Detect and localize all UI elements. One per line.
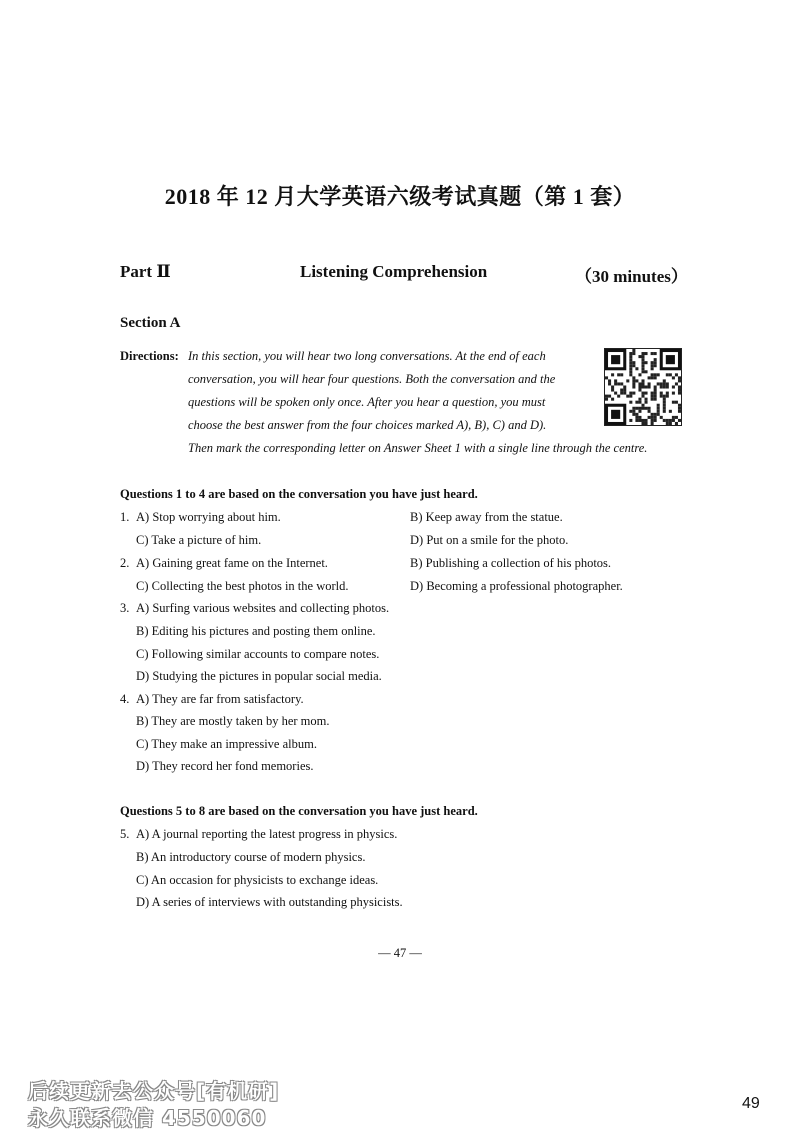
directions-line: questions will be spoken only once. After you hear a question, you must <box>188 395 546 409</box>
question-number: 3. <box>120 601 130 615</box>
option-c[interactable]: C) An occasion for physicists to exchange ideas. <box>136 873 379 887</box>
option-d[interactable]: D) They record her fond memories. <box>136 759 314 773</box>
section-title: Section A <box>120 315 181 331</box>
option-d[interactable]: D) Put on a smile for the photo. <box>410 533 569 547</box>
question-group-heading: Questions 1 to 4 are based on the conversation you have just heard. <box>120 487 478 501</box>
option-b[interactable]: B) Keep away from the statue. <box>410 510 563 524</box>
option-c[interactable]: C) Following similar accounts to compare notes. <box>136 647 380 661</box>
directions-line: conversation, you will hear four questions. Both the conversation and the <box>188 372 556 386</box>
page-number: — 47 — <box>378 946 422 960</box>
part-name: Listening Comprehension <box>300 262 488 281</box>
option-b[interactable]: B) They are mostly taken by her mom. <box>136 714 330 728</box>
option-c[interactable]: C) Take a picture of him. <box>136 533 262 547</box>
option-a[interactable]: A) Gaining great fame on the Internet. <box>136 556 328 570</box>
directions-line: In this section, you will hear two long conversations. At the end of each <box>188 349 546 363</box>
option-a[interactable]: A) Stop worrying about him. <box>136 510 281 524</box>
option-a[interactable]: A) A journal reporting the latest progress in physics. <box>136 827 398 841</box>
watermark-line: 后续更新去公众号[有机研] <box>28 1079 280 1103</box>
option-a[interactable]: A) Surfing various websites and collecting photos. <box>136 601 390 615</box>
directions-line: choose the best answer from the four choices marked A), B), C) and D). <box>188 418 547 432</box>
option-d[interactable]: D) Studying the pictures in popular social media. <box>136 669 382 683</box>
question-number: 5. <box>120 827 130 841</box>
question-number: 1. <box>120 510 130 524</box>
option-d[interactable]: D) Becoming a professional photographer. <box>410 579 623 593</box>
option-b[interactable]: B) An introductory course of modern physics. <box>136 850 366 864</box>
exam-title: 2018 年 12 月大学英语六级考试真题（第 1 套） <box>164 184 636 209</box>
directions-label: Directions: <box>120 349 179 363</box>
directions-line: Then mark the corresponding letter on Answer Sheet 1 with a single line through the centre. <box>188 441 648 455</box>
option-a[interactable]: A) They are far from satisfactory. <box>136 692 304 706</box>
watermark-line: 永久联系微信 4550060 <box>28 1106 267 1130</box>
footer-page-number: 49 <box>742 1095 760 1112</box>
question-group-heading: Questions 5 to 8 are based on the conversation you have just heard. <box>120 804 478 818</box>
option-c[interactable]: C) They make an impressive album. <box>136 737 317 751</box>
option-d[interactable]: D) A series of interviews with outstanding physicists. <box>136 895 403 909</box>
question-number: 4. <box>120 692 130 706</box>
question-number: 2. <box>120 556 130 570</box>
option-b[interactable]: B) Publishing a collection of his photos. <box>410 556 612 570</box>
part-label: Part Ⅱ <box>120 262 171 281</box>
option-b[interactable]: B) Editing his pictures and posting them online. <box>136 624 376 638</box>
option-c[interactable]: C) Collecting the best photos in the world. <box>136 579 349 593</box>
qr-code-icon <box>604 348 682 426</box>
part-time: （30 minutes） <box>575 267 688 286</box>
